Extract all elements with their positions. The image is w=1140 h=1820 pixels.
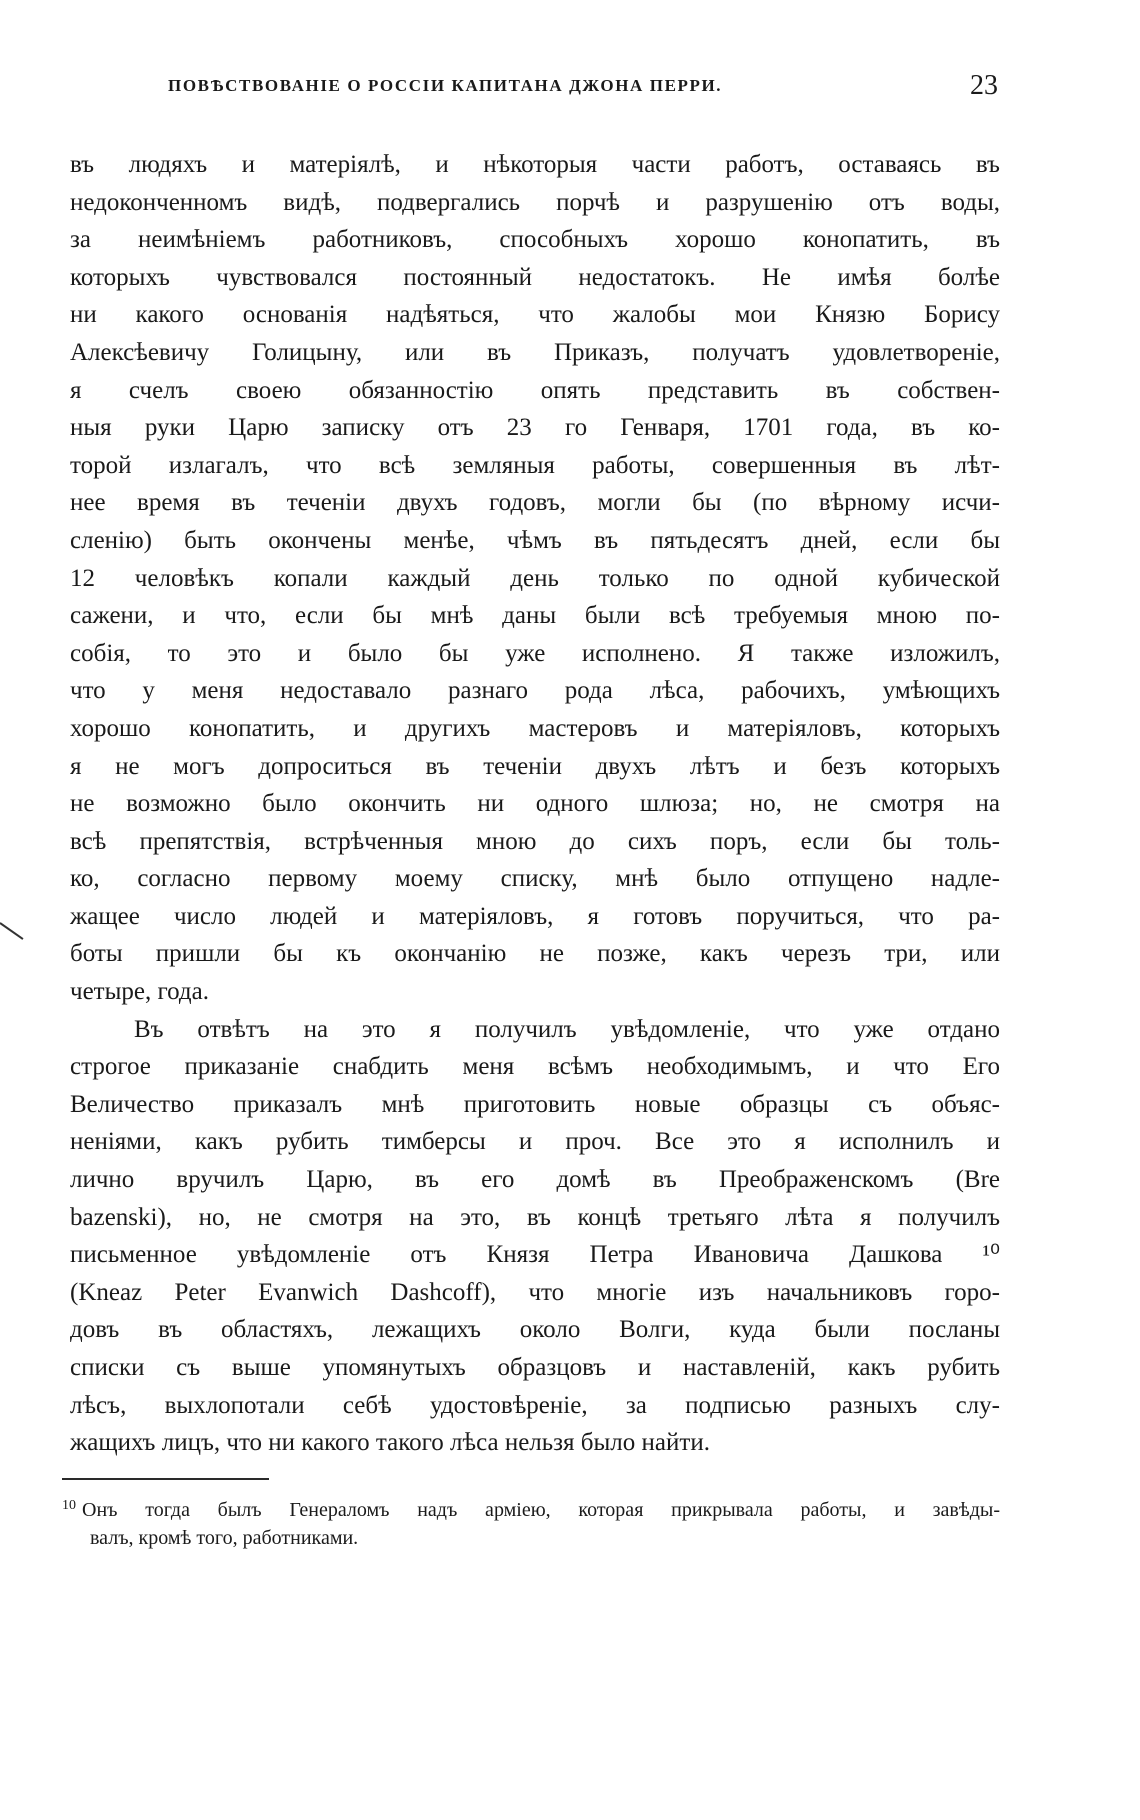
text-line: строгое приказаніе снабдить меня всѣмъ необходимымъ, и что Его [70, 1053, 1000, 1081]
page-header [168, 70, 998, 110]
margin-mark [0, 922, 24, 940]
text-line: боты пришли бы къ окончанію не позже, какъ черезъ три, или [70, 940, 1000, 968]
running-head: ПОВѢСТВОВАНІЕ О РОССІИ КАПИТАНА ДЖОНА ПЕРРИ. [168, 76, 723, 95]
text-line: которыхъ чувствовался постоянный недостатокъ. Не имѣя болѣе [70, 263, 1000, 291]
text-line: письменное увѣдомленіе отъ Князя Петра Ивановича Дашкова ¹⁰ [70, 1241, 1000, 1269]
text-line: хорошо конопатить, и другихъ мастеровъ и матеріяловъ, которыхъ [70, 714, 1000, 742]
text-line: Алексѣевичу Голицыну, или въ Приказъ, получатъ удовлетвореніе, [70, 338, 1000, 366]
text-line: (Kneaz Peter Evanwich Dashcoff), что многіе изъ начальниковъ горо- [70, 1278, 1000, 1306]
text-line: недоконченномъ видѣ, подвергались порчѣ и разрушенію отъ воды, [70, 188, 1000, 216]
text-line: что у меня недоставало разнаго рода лѣса, рабочихъ, умѣющихъ [70, 677, 1000, 705]
text-line: за неимѣніемъ работниковъ, способныхъ хорошо конопатить, въ [70, 226, 1000, 254]
text-line: ко, согласно первому моему списку, мнѣ было отпущено надле- [70, 865, 1000, 893]
footnotes [62, 1490, 1000, 1554]
body-text [70, 146, 1000, 1462]
text-line: четыре, года. [70, 978, 209, 1006]
text-line: списки съ выше упомянутыхъ образцовъ и наставленій, какъ рубить [70, 1354, 1000, 1381]
text-line: 12 человѣкъ копали каждый день только по одной кубической [70, 564, 1000, 592]
text-line: торой излагалъ, что всѣ земляныя работы, совершенныя въ лѣт- [70, 451, 1000, 479]
footnote-line: валъ, кромѣ того, работниками. [90, 1527, 359, 1549]
text-line: сажени, и что, если бы мнѣ даны были всѣ требуемыя мною по- [70, 602, 1000, 630]
text-line: неніями, какъ рубить тимберсы и проч. Все это я исполнилъ и [70, 1128, 1000, 1156]
footnote-line [62, 1490, 1000, 1522]
text-line: Величество приказалъ мнѣ приготовить новые образцы съ объяс- [70, 1090, 1000, 1118]
text-line: сленію) быть окончены менѣе, чѣмъ въ пятьдесятъ дней, если бы [70, 526, 1000, 554]
footnote-text: Онъ тогда былъ Генераломъ надъ арміею, которая прикрывала работы, и завѣды- [82, 1499, 1000, 1521]
page-number: 23 [970, 70, 998, 101]
text-line: довъ въ областяхъ, лежащихъ около Волги, куда были посланы [70, 1316, 1000, 1344]
footnote-rule [62, 1478, 269, 1480]
text-line: жащее число людей и матеріяловъ, я готовъ поручиться, что ра- [70, 902, 1000, 930]
text-line: лѣсъ, выхлопотали себѣ удостовѣреніе, за подписью разныхъ слу- [70, 1391, 1000, 1419]
paragraph-start-line: Въ отвѣтъ на это я получилъ увѣдомленіе, что уже отдано [134, 1015, 1000, 1043]
text-line: въ людяхъ и матеріялѣ, и нѣкоторыя части работъ, оставаясь въ [70, 151, 1000, 178]
text-line: я не могъ допроситься въ теченіи двухъ лѣтъ и безъ которыхъ [70, 752, 1000, 780]
text-line: ни какого основанія надѣяться, что жалобы мои Князю Борису [70, 301, 1000, 329]
text-line-split-b: bazenski), но, не смотря на это, въ концѣ третьяго лѣта я получилъ [70, 1203, 1000, 1231]
text-line-split-a: лично вручилъ Царю, въ его домѣ въ Преображенскомъ (Bre [70, 1166, 1000, 1194]
text-line: всѣ препятствія, встрѣченныя мною до сихъ поръ, если бы толь- [70, 827, 1000, 855]
text-line: жащихъ лицъ, что ни какого такого лѣса нельзя было найти. [70, 1429, 710, 1457]
text-line: ныя руки Царю записку отъ 23 го Генваря, 1701 года, въ ко- [70, 414, 1000, 442]
text-line: не возможно было окончить ни одного шлюза; но, не смотря на [70, 790, 1000, 818]
text-line: я счелъ своею обязанностію опять представить въ собствен- [70, 376, 1000, 404]
footnote-mark: 10 [62, 1498, 76, 1513]
text-line: нее время въ теченіи двухъ годовъ, могли бы (по вѣрному исчи- [70, 489, 1000, 517]
text-line: собія, то это и было бы уже исполнено. Я также изложилъ, [70, 639, 1000, 667]
